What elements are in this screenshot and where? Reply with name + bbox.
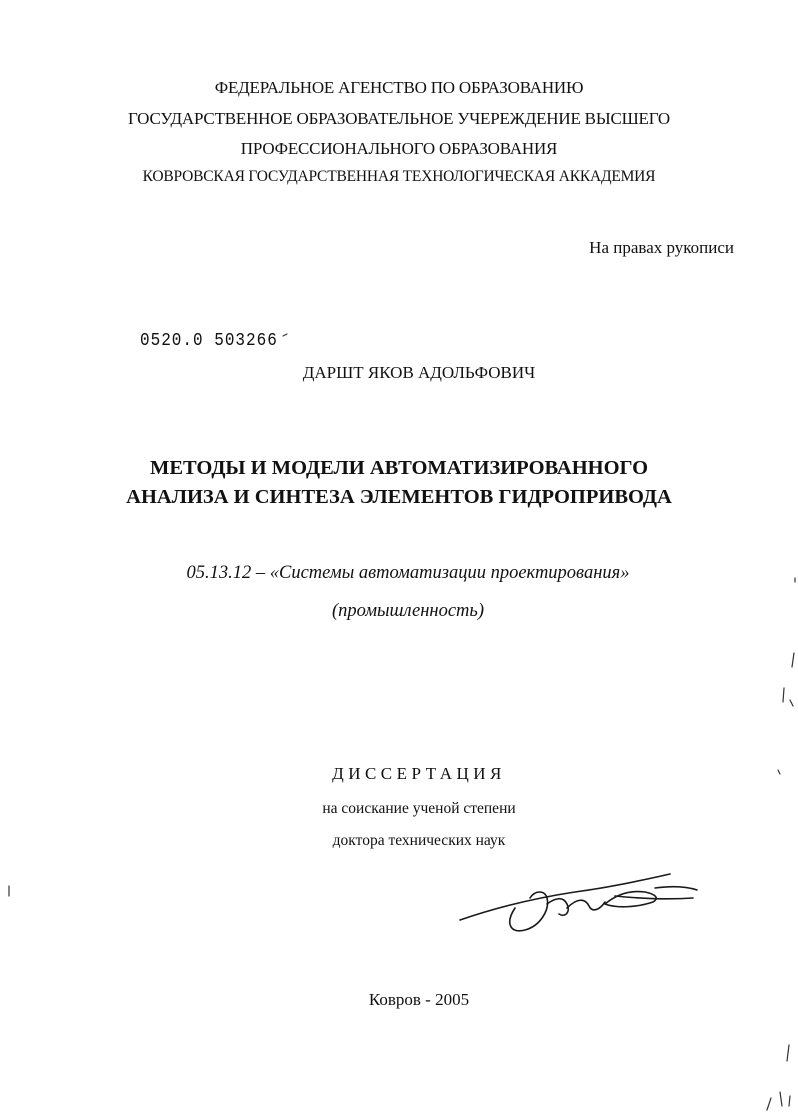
degree-line2: доктора технических наук: [332, 832, 506, 849]
institution-heading-line1: ГОСУДАРСТВЕННОЕ ОБРАЗОВАТЕЛЬНОЕ УЧЕРЕЖДЕНИЕ ВЫСШЕГО: [127, 109, 671, 128]
author-name: ДАРШТ ЯКОВ АДОЛЬФОВИЧ: [302, 363, 536, 382]
agency-heading: ФЕДЕРАЛЬНОЕ АГЕНСТВО ПО ОБРАЗОВАНИЮ: [214, 78, 584, 97]
library-stamp-number: 0520.0 503266: [140, 330, 278, 351]
academy-heading: КОВРОВСКАЯ ГОСУДАРСТВЕННАЯ ТЕХНОЛОГИЧЕСКАЯ АККАДЕМИЯ: [142, 168, 656, 185]
place-and-year: Ковров - 2005: [368, 990, 470, 1009]
thesis-title-line2: АНАЛИЗА И СИНТЕЗА ЭЛЕМЕНТОВ ГИДРОПРИВОДА: [126, 486, 672, 508]
handwritten-signature: [455, 868, 705, 938]
specialty-code-line: 05.13.12 – «Системы автоматизации проектирования»: [186, 563, 630, 583]
institution-heading-line2: ПРОФЕССИОНАЛЬНОГО ОБРАЗОВАНИЯ: [240, 139, 558, 158]
thesis-title-line1: МЕТОДЫ И МОДЕЛИ АВТОМАТИЗИРОВАННОГО: [149, 457, 649, 479]
degree-line1: на соискание ученой степени: [322, 800, 516, 817]
rights-notice: На правах рукописи: [589, 238, 734, 257]
specialty-field-line: (промышленность): [331, 601, 484, 621]
document-type: ДИССЕРТАЦИЯ: [332, 764, 506, 783]
